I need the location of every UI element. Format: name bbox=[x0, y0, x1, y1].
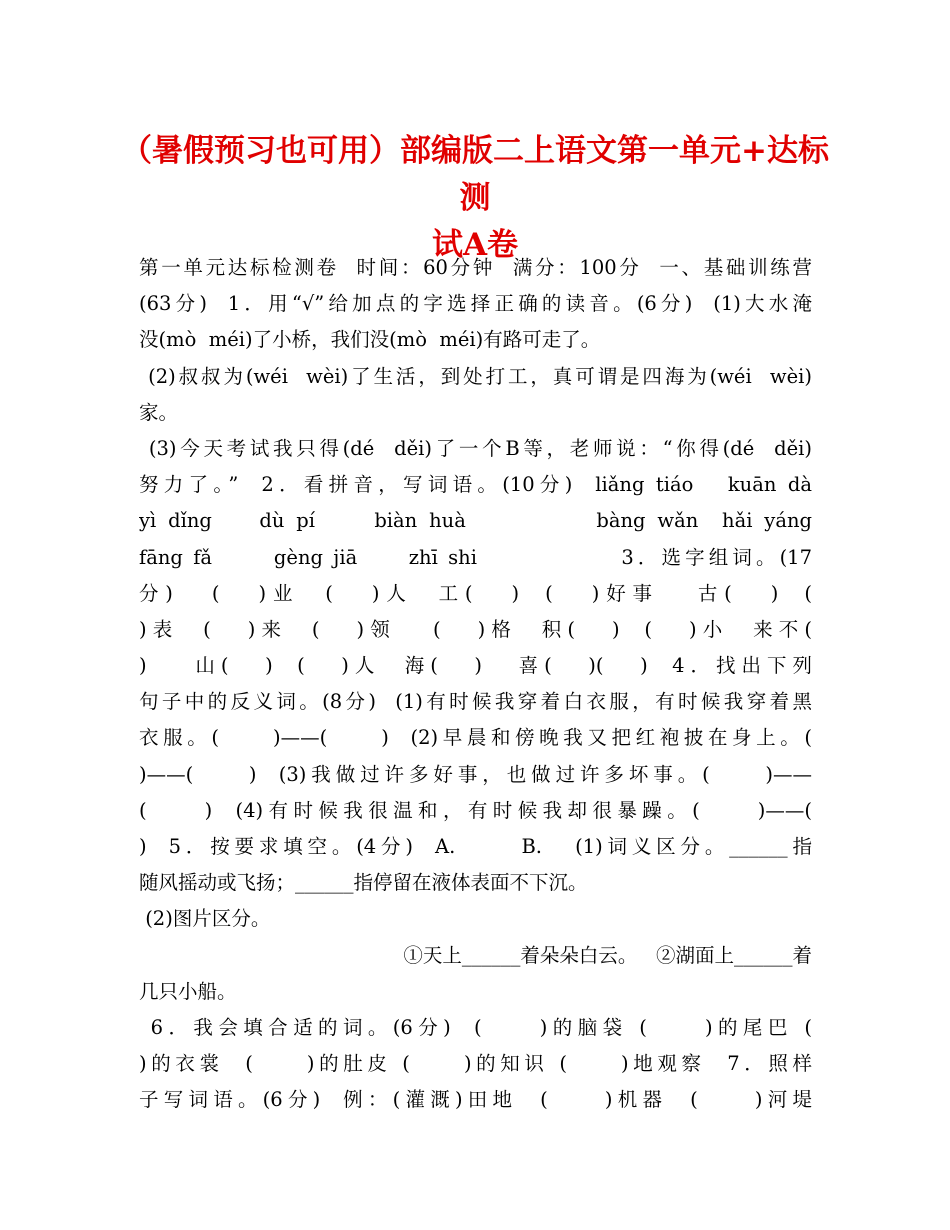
text-line: 分) ( )业 ( )人 工( ) ( )好事 古( ) ( bbox=[139, 581, 812, 605]
text-line: )表 ( )来 ( )领 ( )格 积( ) ( )小 来不( bbox=[139, 617, 812, 641]
title-line-1: （暑假预习也可用）部编版二上语文第一单元+达标测 bbox=[121, 133, 829, 216]
text-line: 句子中的反义词。(8分) (1)有时候我穿着白衣服，有时候我穿着黑 bbox=[139, 690, 812, 714]
text-line: (3)今天考试我只得(dé děi)了一个B等，老师说：“你得(dé děi) bbox=[139, 436, 812, 460]
text-line: (2)叔叔为(wéi wèi)了生活，到处打工，真可谓是四海为(wéi wèi) bbox=[139, 364, 812, 388]
text-line: 子写词语。(6分) 例：(灌溉)田地 ( )机器 ( )河堤 bbox=[139, 1088, 812, 1112]
text-line: ) 山( ) ( )人 海( ) 喜( )( ) 4．找出下列 bbox=[139, 654, 812, 678]
text-line: (2)图片区分。 bbox=[139, 907, 271, 931]
text-line: 6．我会填合适的词。(6分) ( )的脑袋 ( )的尾巴 ( bbox=[139, 1015, 812, 1039]
text-line: 几只小船。 bbox=[139, 979, 237, 1003]
text-line: 没(mò méi)了小桥，我们没(mò méi)有路可走了。 bbox=[139, 328, 601, 352]
text-line: ①天上______着朵朵白云。 ②湖面上______着 bbox=[403, 943, 812, 967]
text-line: ( ) (4)有时候我很温和，有时候我却很暴躁。( )——( bbox=[139, 798, 812, 822]
document-body bbox=[139, 250, 812, 1119]
text-line: )——( ) (3)我做过许多好事，也做过许多坏事。( )—— bbox=[139, 762, 812, 786]
text-line: 随风摇动或飞扬；______指停留在液体表面不下沉。 bbox=[139, 871, 588, 895]
text-line: fāng fǎ gèng jiā zhī shi 3．选字组词。(17 bbox=[139, 545, 812, 569]
text-line: 家。 bbox=[139, 400, 179, 424]
text-line: yì dǐng dù pí biàn huà bàng wǎn hǎi yáng bbox=[139, 509, 812, 533]
text-line: 第一单元达标检测卷 时间：60分钟 满分：100分 一、基础训练营 bbox=[139, 256, 812, 279]
text-line: 努力了。” 2．看拼音，写词语。(10分) liǎng tiáo kuān dà bbox=[139, 473, 812, 497]
text-line: 衣服。( )——( ) (2)早晨和傍晚我又把红袍披在身上。( bbox=[139, 726, 812, 750]
text-line: (63分) 1．用“√”给加点的字选择正确的读音。(6分) (1)大水淹 bbox=[139, 292, 812, 316]
title-line-2: 试A卷 bbox=[431, 227, 519, 263]
text-line: ) 5．按要求填空。(4分) A. B. (1)词义区分。______指 bbox=[139, 835, 812, 858]
document-title bbox=[120, 128, 830, 269]
text-line: )的衣裳 ( )的肚皮 ( )的知识 ( )地观察 7．照样 bbox=[139, 1052, 812, 1076]
